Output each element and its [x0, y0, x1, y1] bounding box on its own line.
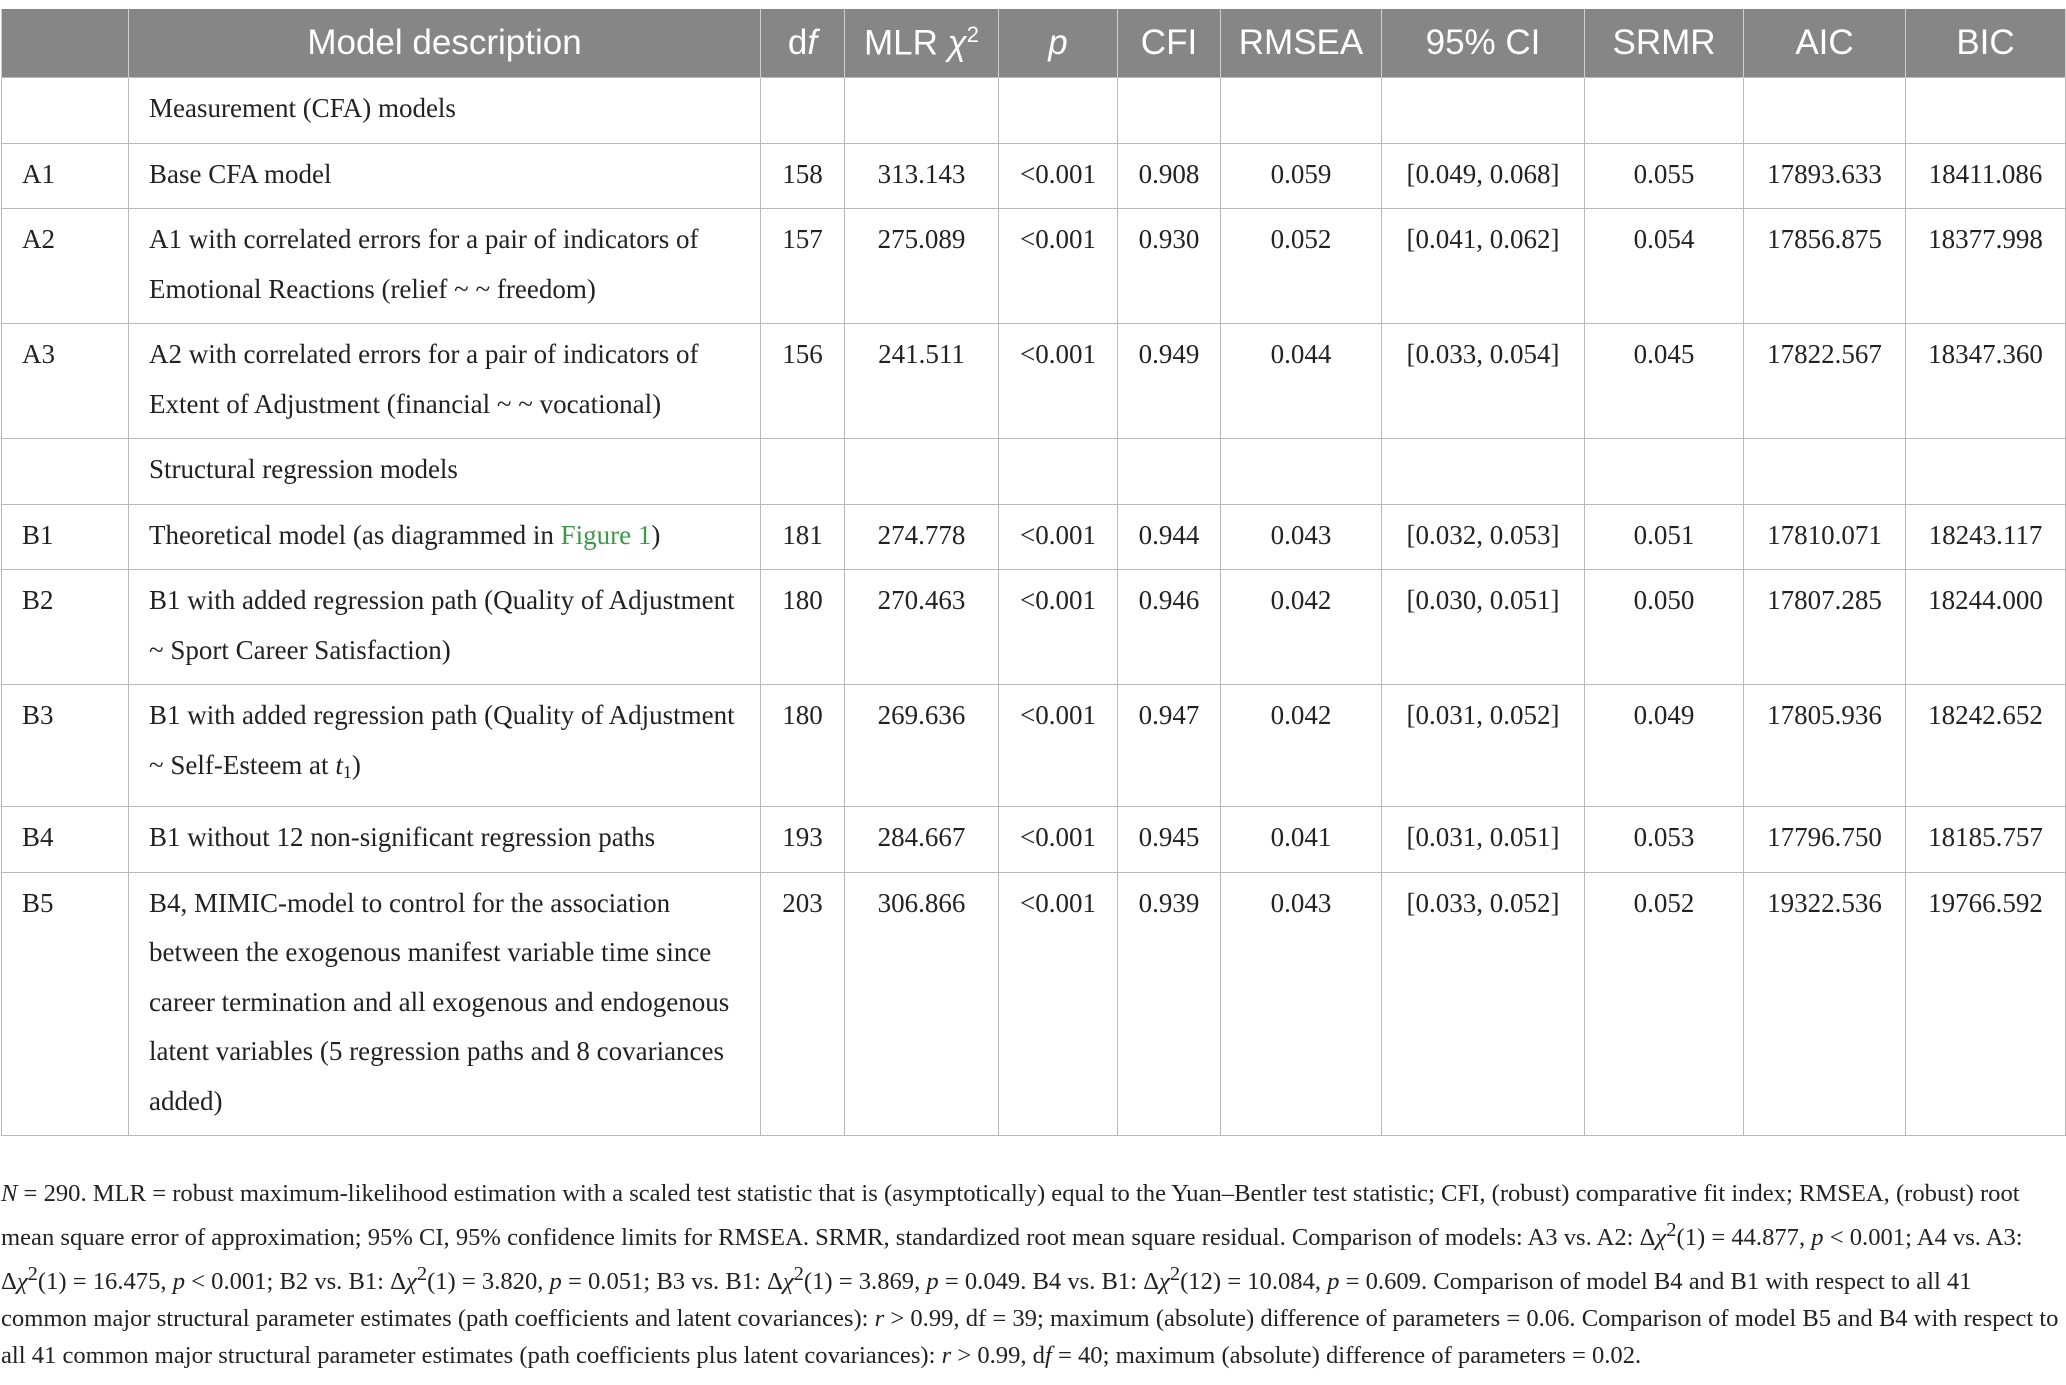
rmsea-cell: 0.042 [1221, 570, 1382, 685]
bic-cell: 18411.086 [1906, 143, 2066, 209]
bic-cell: 18347.360 [1906, 324, 2066, 439]
cfi-cell: 0.944 [1118, 504, 1221, 570]
model-description: A2 with correlated errors for a pair of indicators of Extent of Adjustment (financial ~ ~ vocational) [129, 324, 761, 439]
header-id [2, 9, 129, 78]
ci-cell: [0.041, 0.062] [1382, 209, 1585, 324]
header-model-description: Model description [129, 9, 761, 78]
model-id: A3 [2, 324, 129, 439]
aic-cell: 17805.936 [1744, 685, 1906, 807]
df-cell: 157 [761, 209, 845, 324]
model-id: B4 [2, 807, 129, 873]
cfi-cell: 0.930 [1118, 209, 1221, 324]
header-cfi: CFI [1118, 9, 1221, 78]
header-bic: BIC [1906, 9, 2066, 78]
model-id: A1 [2, 143, 129, 209]
bic-cell: 18185.757 [1906, 807, 2066, 873]
srmr-cell: 0.055 [1585, 143, 1744, 209]
cfi-cell: 0.949 [1118, 324, 1221, 439]
cfi-cell: 0.946 [1118, 570, 1221, 685]
model-description: B4, MIMIC-model to control for the association between the exogenous manifest variable time since career termination and all exogenous and endogenous latent variables (5 regression paths and 8 covariances added) [129, 872, 761, 1136]
rmsea-cell: 0.042 [1221, 685, 1382, 807]
model-fit-table [1, 9, 2066, 1136]
model-description: Base CFA model [129, 143, 761, 209]
section-row-structural [2, 439, 2066, 505]
table-row [2, 504, 2066, 570]
p-cell: <0.001 [999, 324, 1118, 439]
rmsea-cell: 0.043 [1221, 504, 1382, 570]
srmr-cell: 0.052 [1585, 872, 1744, 1136]
model-id: A2 [2, 209, 129, 324]
cfi-cell: 0.947 [1118, 685, 1221, 807]
ci-cell: [0.031, 0.052] [1382, 685, 1585, 807]
section-label: Measurement (CFA) models [129, 78, 761, 144]
cfi-cell: 0.939 [1118, 872, 1221, 1136]
ci-cell: [0.033, 0.054] [1382, 324, 1585, 439]
mlr-cell: 270.463 [845, 570, 999, 685]
cfi-cell: 0.945 [1118, 807, 1221, 873]
p-cell: <0.001 [999, 143, 1118, 209]
srmr-cell: 0.050 [1585, 570, 1744, 685]
header-srmr: SRMR [1585, 9, 1744, 78]
rmsea-cell: 0.043 [1221, 872, 1382, 1136]
table-row [2, 807, 2066, 873]
df-cell: 193 [761, 807, 845, 873]
df-cell: 180 [761, 570, 845, 685]
mlr-cell: 274.778 [845, 504, 999, 570]
df-cell: 181 [761, 504, 845, 570]
p-cell: <0.001 [999, 807, 1118, 873]
aic-cell: 19322.536 [1744, 872, 1906, 1136]
df-cell: 203 [761, 872, 845, 1136]
bic-cell: 18244.000 [1906, 570, 2066, 685]
model-id: B2 [2, 570, 129, 685]
section-row-measurement [2, 78, 2066, 144]
header-aic: AIC [1744, 9, 1906, 78]
mlr-cell: 241.511 [845, 324, 999, 439]
mlr-cell: 275.089 [845, 209, 999, 324]
p-cell: <0.001 [999, 504, 1118, 570]
figure-1-link[interactable]: Figure 1 [560, 519, 652, 550]
aic-cell: 17807.285 [1744, 570, 1906, 685]
header-ci: 95% CI [1382, 9, 1585, 78]
model-id: B3 [2, 685, 129, 807]
p-cell: <0.001 [999, 872, 1118, 1136]
aic-cell: 17796.750 [1744, 807, 1906, 873]
model-description: B1 with added regression path (Quality of Adjustment ~ Sport Career Satisfaction) [129, 570, 761, 685]
mlr-cell: 269.636 [845, 685, 999, 807]
mlr-cell: 313.143 [845, 143, 999, 209]
ci-cell: [0.030, 0.051] [1382, 570, 1585, 685]
table-footnote: N = 290. MLR = robust maximum-likelihood estimation with a scaled test statistic that is (asymptotically) equal to the Yuan–Bentler test statistic; CFI, (robust) comparative fit index; RMSEA, (robust) root mean square error of approximation; 95% CI, 95% confidence limits for RMSEA. SRMR, standardized root mean square residual. Comparison of models: A3 vs. A2: $\Delta\chi^2(1) = 44.877$, p < 0.001; A4 vs. A3: $\Delta\chi^2(1) = 16.475$, p < 0.001; B2 vs. B1: $\Delta\chi^2(1) = 3.820$, p = 0.051; B3 vs. B1: $\Delta\chi^2(1) = 3.869$, p = 0.049. B4 vs. B1: $\Delta\chi^2(12) = 10.084$, p = 0.609. Comparison of model B4 and B1 with respect to all 41 common major structural parameter estimates (path coefficients and latent covariances): r > 0.99, df = 39; maximum (absolute) difference of parameters = 0.06. Comparison of model B5 and B4 with respect to all 41 common major structural parameter estimates (path coefficients plus latent covariances): r > 0.99, df = 40; maximum (absolute) difference of parameters = 0.02. [1, 1179, 2059, 1369]
ci-cell: [0.031, 0.051] [1382, 807, 1585, 873]
model-description: B1 with added regression path (Quality of Adjustment ~ Self-Esteem at t1) [129, 685, 761, 807]
df-cell: 158 [761, 143, 845, 209]
rmsea-cell: 0.041 [1221, 807, 1382, 873]
rmsea-cell: 0.044 [1221, 324, 1382, 439]
aic-cell: 17856.875 [1744, 209, 1906, 324]
bic-cell: 18243.117 [1906, 504, 2066, 570]
model-description: B1 without 12 non-significant regression paths [129, 807, 761, 873]
header-rmsea: RMSEA [1221, 9, 1382, 78]
cfi-cell: 0.908 [1118, 143, 1221, 209]
table-row [2, 209, 2066, 324]
srmr-cell: 0.054 [1585, 209, 1744, 324]
table-row [2, 143, 2066, 209]
header-df: df [761, 9, 845, 78]
aic-cell: 17893.633 [1744, 143, 1906, 209]
header-row [2, 9, 2066, 78]
srmr-cell: 0.049 [1585, 685, 1744, 807]
df-cell: 180 [761, 685, 845, 807]
bic-cell: 19766.592 [1906, 872, 2066, 1136]
srmr-cell: 0.045 [1585, 324, 1744, 439]
bic-cell: 18377.998 [1906, 209, 2066, 324]
model-description: A1 with correlated errors for a pair of indicators of Emotional Reactions (relief ~ ~ freedom) [129, 209, 761, 324]
p-cell: <0.001 [999, 209, 1118, 324]
mlr-cell: 306.866 [845, 872, 999, 1136]
aic-cell: 17822.567 [1744, 324, 1906, 439]
rmsea-cell: 0.059 [1221, 143, 1382, 209]
aic-cell: 17810.071 [1744, 504, 1906, 570]
header-mlr-chi2: MLR $\chi^2$ [845, 9, 999, 78]
section-label: Structural regression models [129, 439, 761, 505]
srmr-cell: 0.051 [1585, 504, 1744, 570]
header-p: p [999, 9, 1118, 78]
ci-cell: [0.033, 0.052] [1382, 872, 1585, 1136]
model-id: B1 [2, 504, 129, 570]
table-row [2, 685, 2066, 807]
p-cell: <0.001 [999, 570, 1118, 685]
table-row [2, 872, 2066, 1136]
mlr-cell: 284.667 [845, 807, 999, 873]
table-row [2, 324, 2066, 439]
bic-cell: 18242.652 [1906, 685, 2066, 807]
table-row [2, 570, 2066, 685]
df-cell: 156 [761, 324, 845, 439]
p-cell: <0.001 [999, 685, 1118, 807]
ci-cell: [0.049, 0.068] [1382, 143, 1585, 209]
model-description: Theoretical model (as diagrammed in Figure 1) [129, 504, 761, 570]
ci-cell: [0.032, 0.053] [1382, 504, 1585, 570]
rmsea-cell: 0.052 [1221, 209, 1382, 324]
model-id: B5 [2, 872, 129, 1136]
srmr-cell: 0.053 [1585, 807, 1744, 873]
